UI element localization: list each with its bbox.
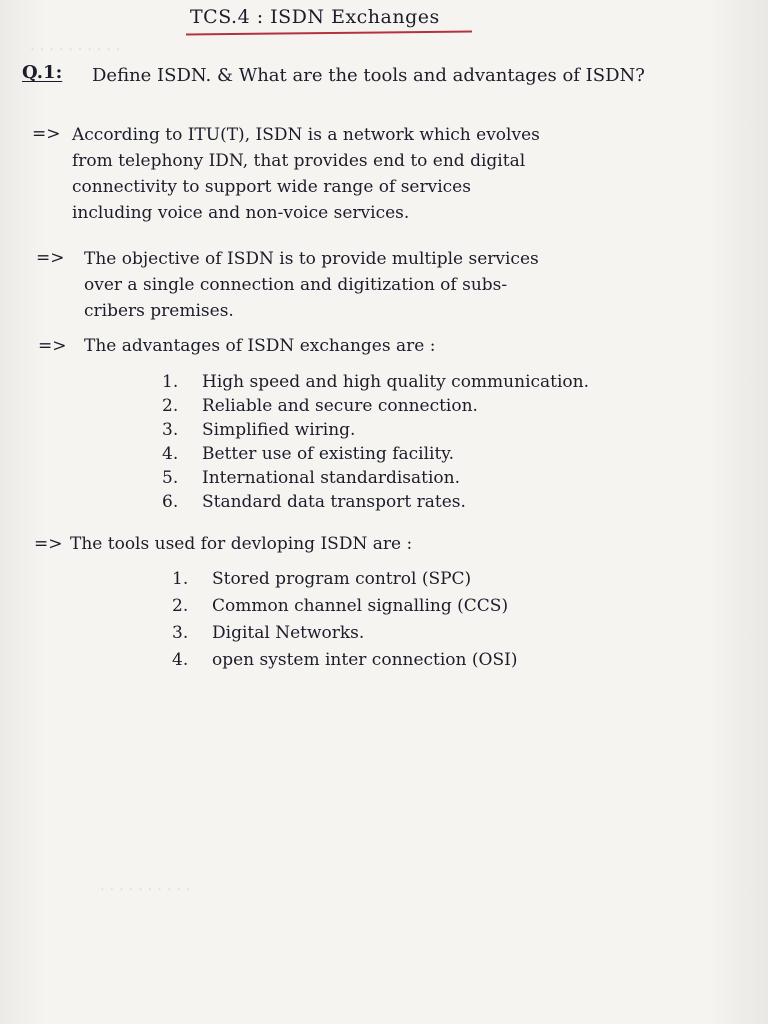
arrow-icon: => <box>34 534 63 554</box>
item-number: 1. <box>172 569 189 589</box>
tool-item <box>172 620 517 647</box>
objective-line: The objective of ISDN is to provide multiple services <box>84 249 539 269</box>
item-number: 1. <box>162 372 179 392</box>
tool-item <box>172 593 517 620</box>
item-text: Digital Networks. <box>212 623 365 643</box>
item-text: Reliable and secure connection. <box>202 396 478 416</box>
title-underline <box>186 31 472 36</box>
item-number: 3. <box>172 623 189 643</box>
item-text: Standard data transport rates. <box>202 492 466 512</box>
item-number: 3. <box>162 420 179 440</box>
item-number: 2. <box>172 596 189 616</box>
bleed-through-text: · · · · · · · · · · <box>100 880 191 898</box>
advantage-item <box>162 442 589 466</box>
bleed-through-text: · · · · · · · · · · <box>30 40 121 58</box>
item-text: Stored program control (SPC) <box>212 569 472 589</box>
arrow-icon: => <box>32 124 61 144</box>
advantage-item <box>162 394 589 418</box>
item-number: 5. <box>162 468 179 488</box>
advantage-item <box>162 490 589 514</box>
definition-line: connectivity to support wide range of services <box>72 177 471 197</box>
definition-line: According to ITU(T), ISDN is a network which evolves <box>72 125 540 145</box>
item-number: 4. <box>162 444 179 464</box>
objective-paragraph <box>84 246 539 324</box>
definition-line: including voice and non-voice services. <box>72 203 410 223</box>
item-number: 4. <box>172 650 189 670</box>
objective-line: over a single connection and digitization of subs- <box>84 275 508 295</box>
advantage-item <box>162 466 589 490</box>
definition-line: from telephony IDN, that provides end to end digital <box>72 151 526 171</box>
advantages-intro: The advantages of ISDN exchanges are : <box>84 336 436 356</box>
arrow-icon: => <box>36 248 65 268</box>
item-text: Simplified wiring. <box>202 420 356 440</box>
item-text: Better use of existing facility. <box>202 444 455 464</box>
item-text: International standardisation. <box>202 468 461 488</box>
tool-item <box>172 647 517 674</box>
advantage-item <box>162 370 589 394</box>
item-number: 6. <box>162 492 179 512</box>
advantages-list <box>162 370 589 514</box>
definition-paragraph <box>72 122 540 226</box>
objective-line: cribers premises. <box>84 301 234 321</box>
page-title: TCS.4 : ISDN Exchanges <box>190 6 440 28</box>
advantage-item <box>162 418 589 442</box>
item-text: High speed and high quality communication. <box>202 372 590 392</box>
tools-intro: The tools used for devloping ISDN are : <box>70 534 413 554</box>
question-text: Define ISDN. & What are the tools and advantages of ISDN? <box>92 65 645 86</box>
arrow-icon: => <box>38 336 67 356</box>
tools-list <box>172 566 517 674</box>
question-label: Q.1: <box>22 62 63 83</box>
item-text: open system inter connection (OSI) <box>212 650 518 670</box>
item-text: Common channel signalling (CCS) <box>212 596 509 616</box>
tool-item <box>172 566 517 593</box>
item-number: 2. <box>162 396 179 416</box>
